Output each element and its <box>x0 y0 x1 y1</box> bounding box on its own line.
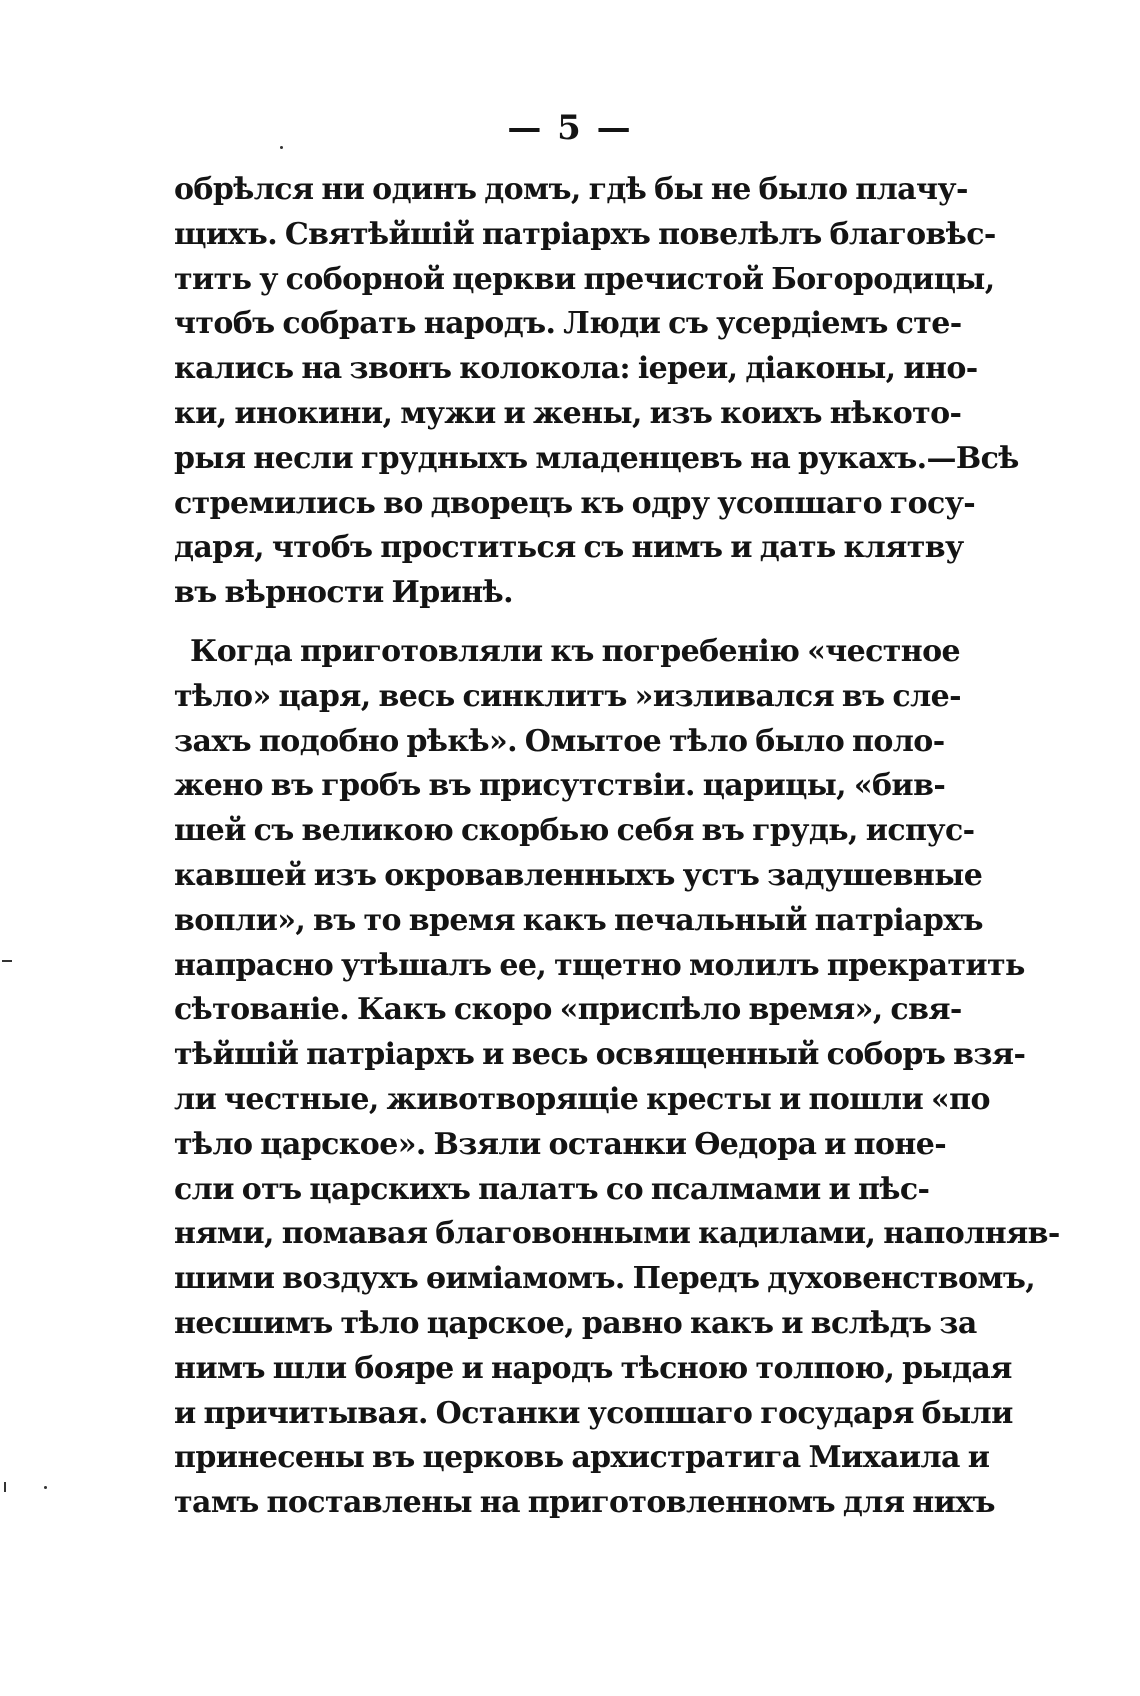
text-line: жено въ гробъ въ присутствіи. царицы, «бив- <box>174 768 946 804</box>
text-line: и причитывая. Останки усопшаго государя были <box>174 1395 1013 1431</box>
text-line: Когда приготовляли къ погребенію «честное <box>190 633 961 669</box>
page-number: — 5 — <box>507 108 633 148</box>
text-line: сѣтованіе. Какъ скоро «приспѣло время», свя- <box>174 992 962 1028</box>
text-line: шими воздухъ өиміамомъ. Передъ духовенствомъ, <box>174 1261 1036 1297</box>
text-line: ки, инокини, мужи и жены, изъ коихъ нѣкото- <box>174 395 962 431</box>
paragraph-1 <box>174 168 1019 616</box>
text-line: чтобъ собрать народъ. Люди съ усердіемъ сте- <box>174 306 962 342</box>
text-line: щихъ. Святѣйшій патріархъ повелѣлъ благовѣс- <box>174 216 996 252</box>
paragraph-gap <box>174 616 918 630</box>
text-line: тить у соборной церкви пречистой Богородицы, <box>174 261 995 297</box>
text-line: рыя несли грудныхъ младенцевъ на рукахъ.—Всѣ <box>174 440 1019 476</box>
text-line: даря, чтобъ проститься съ нимъ и дать клятву <box>174 530 964 566</box>
paragraph-2 <box>174 630 1060 1526</box>
text-line: захъ подобно рѣкѣ». Омытое тѣло было поло- <box>174 723 945 759</box>
text-line: стремились во дворецъ къ одру усопшаго госу- <box>174 485 976 521</box>
body-text <box>174 168 1060 1526</box>
text-line: шей съ великою скорбью себя въ грудь, испус- <box>174 813 975 849</box>
text-line: несшимъ тѣло царское, равно какъ и вслѣдъ за <box>174 1305 977 1341</box>
scan-speck <box>2 960 12 962</box>
text-line: ли честные, животворящіе кресты и пошли «по <box>174 1081 990 1117</box>
text-line: вопли», въ то время какъ печальный патріархъ <box>174 902 983 938</box>
text-line: тамъ поставлены на приготовленномъ для нихъ <box>174 1485 995 1521</box>
text-line: кавшей изъ окровавленныхъ устъ задушевные <box>174 857 983 893</box>
text-line: сли отъ царскихъ палатъ со псалмами и пѣс- <box>174 1171 930 1207</box>
text-line: нями, помавая благовонными кадилами, наполняв- <box>174 1216 1060 1252</box>
text-line: тѣйшій патріархъ и весь освященный соборъ взя- <box>174 1037 1026 1073</box>
text-line: принесены въ церковь архистратига Михаила и <box>174 1440 990 1476</box>
text-line: нимъ шли бояре и народъ тѣсною толпою, рыдая <box>174 1350 1012 1386</box>
scan-speck <box>280 146 283 149</box>
text-line: обрѣлся ни одинъ домъ, гдѣ бы не было плачу- <box>174 172 968 207</box>
text-line: напрасно утѣшалъ ее, тщетно молилъ прекратить <box>174 947 1025 983</box>
text-line: въ вѣрности Иринѣ. <box>174 575 514 611</box>
text-line: тѣло» царя, весь синклитъ »изливался въ сле- <box>174 678 961 714</box>
scan-speck <box>44 1486 47 1489</box>
text-line: кались на звонъ колокола: іереи, діаконы, ино- <box>174 351 978 387</box>
scan-speck <box>4 1482 6 1492</box>
text-line: тѣло царское». Взяли останки Өедора и поне- <box>174 1126 947 1162</box>
